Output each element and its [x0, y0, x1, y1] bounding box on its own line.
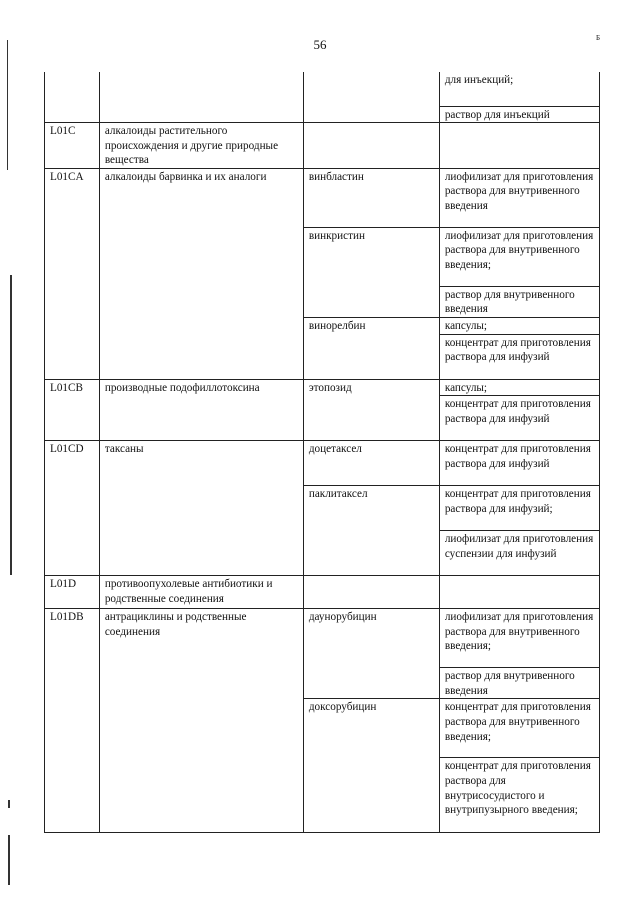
drug-cell	[303, 123, 439, 169]
group-cell	[99, 72, 303, 123]
drug-cell: даунорубицин	[303, 609, 439, 699]
group-cell: таксаны	[99, 441, 303, 576]
medicines-table	[44, 72, 600, 833]
table-row	[45, 576, 600, 609]
table-row	[45, 168, 600, 227]
drug-cell: винкристин	[303, 227, 439, 317]
form-cell: раствор для внутривенного введения	[439, 286, 599, 317]
form-cell: концентрат для приготовления раствора для инфузий	[439, 441, 599, 486]
form-cell: лиофилизат для приготовления суспензии для инфузий	[439, 531, 599, 576]
form-cell: капсулы;	[439, 318, 599, 335]
form-cell: раствор для инъекций	[439, 106, 599, 123]
drug-cell: этопозид	[303, 379, 439, 441]
group-cell: алкалоиды барвинка и их аналоги	[99, 168, 303, 379]
table-row	[45, 379, 600, 396]
form-cell: для инъекций;	[439, 72, 599, 106]
drug-cell	[303, 576, 439, 609]
corner-mark: Б	[596, 34, 601, 42]
left-edge-mark	[7, 40, 8, 170]
atc-code-cell	[45, 72, 100, 123]
atc-code-cell: L01CA	[45, 168, 100, 379]
form-cell: концентрат для приготовления раствора для внутрисосудистого и внутрипузырного введения;	[439, 758, 599, 833]
group-cell: алкалоиды растительного происхождения и другие природные вещества	[99, 123, 303, 169]
form-cell: раствор для внутривенного введения	[439, 668, 599, 699]
table-row	[45, 609, 600, 668]
atc-code-cell: L01C	[45, 123, 100, 169]
form-cell: лиофилизат для приготовления раствора для внутривенного введения	[439, 168, 599, 227]
atc-code-cell: L01CB	[45, 379, 100, 441]
drug-cell: доксорубицин	[303, 699, 439, 833]
drug-cell: винбластин	[303, 168, 439, 227]
form-cell: концентрат для приготовления раствора для инфузий	[439, 396, 599, 441]
table-row	[45, 123, 600, 169]
drug-cell: доцетаксел	[303, 441, 439, 486]
drug-cell	[303, 72, 439, 123]
page-number: 56	[313, 37, 327, 52]
table-row	[45, 72, 600, 106]
table-row	[45, 441, 600, 486]
form-cell	[439, 576, 599, 609]
form-cell: лиофилизат для приготовления раствора для внутривенного введения;	[439, 227, 599, 286]
form-cell: капсулы;	[439, 379, 599, 396]
atc-code-cell: L01CD	[45, 441, 100, 576]
group-cell: антрациклины и родственные соединения	[99, 609, 303, 833]
form-cell: концентрат для приготовления раствора для инфузий;	[439, 486, 599, 531]
left-edge-mark	[8, 835, 10, 885]
group-cell: производные подофиллотоксина	[99, 379, 303, 441]
left-edge-mark	[10, 275, 12, 575]
form-cell: лиофилизат для приготовления раствора для внутривенного введения;	[439, 609, 599, 668]
drug-cell: паклитаксел	[303, 486, 439, 576]
form-cell: концентрат для приготовления раствора для инфузий	[439, 334, 599, 379]
left-edge-mark	[8, 800, 10, 808]
group-cell: противоопухолевые антибиотики и родственные соединения	[99, 576, 303, 609]
atc-code-cell: L01DB	[45, 609, 100, 833]
form-cell: концентрат для приготовления раствора для внутривенного введения;	[439, 699, 599, 758]
form-cell	[439, 123, 599, 169]
drug-cell: винорелбин	[303, 318, 439, 380]
atc-code-cell: L01D	[45, 576, 100, 609]
